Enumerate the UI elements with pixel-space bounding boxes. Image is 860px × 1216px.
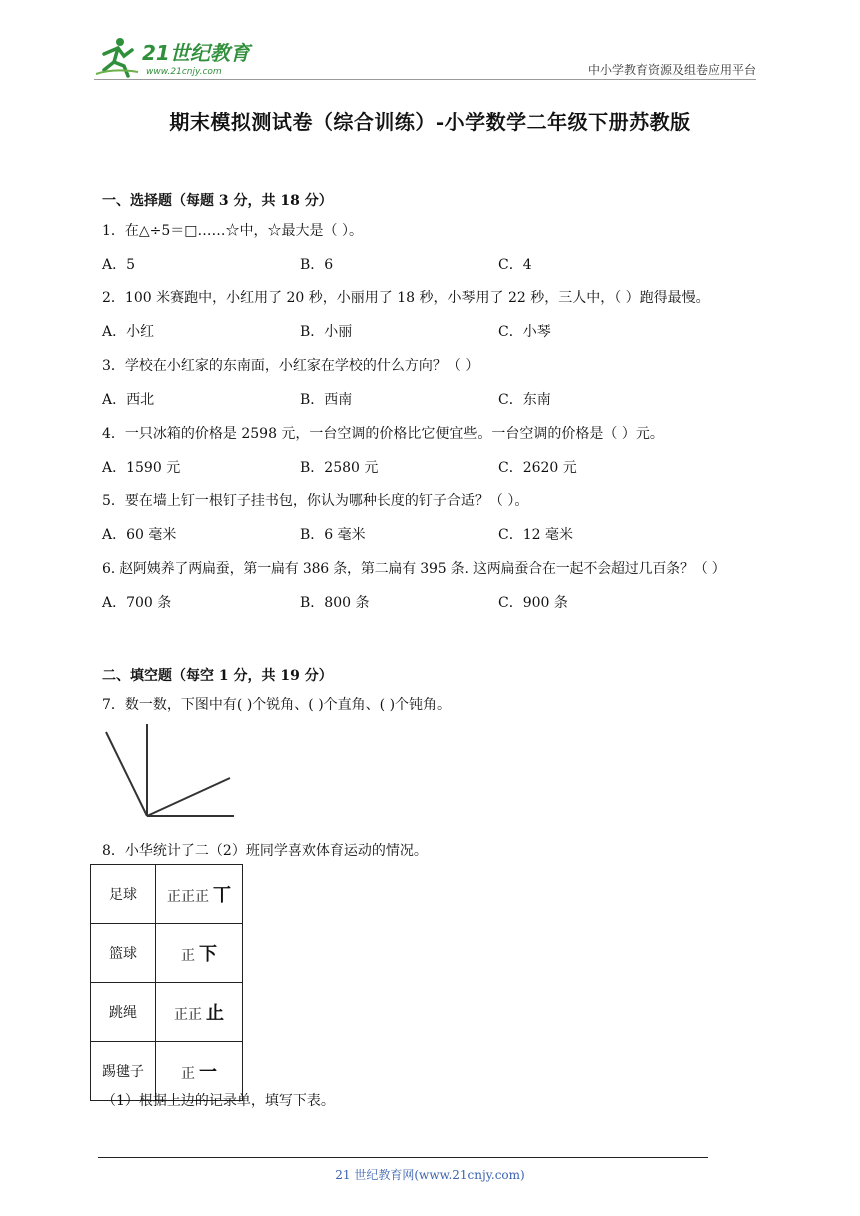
tally-partial: 一 — [199, 1062, 217, 1083]
sport-name: 足球 — [91, 865, 156, 924]
section2-heading: 二、填空题（每空 1 分，共 19 分） — [102, 668, 333, 684]
q5-option-b: B．6 毫米 — [300, 527, 366, 543]
page-title: 期末模拟测试卷（综合训练）-小学数学二年级下册苏教版 — [169, 110, 691, 134]
tally-partial: 丅 — [213, 885, 231, 906]
sport-name: 踢毽子 — [91, 1042, 156, 1101]
q2-option-a: A．小红 — [102, 324, 155, 340]
question-6: 6. 赵阿姨养了两扁蚕，第一扁有 386 条，第二扁有 395 条. 这两扁蚕合在一起不会超过几百条？（ ） — [102, 561, 726, 577]
q3-option-a: A．西北 — [102, 392, 155, 408]
question-4: 4．一只冰箱的价格是 2598 元，一台空调的价格比它便宜些。一台空调的价格是（ ）元。 — [102, 426, 664, 442]
q3-option-c: C．东南 — [498, 392, 551, 408]
site-logo — [94, 34, 264, 80]
header-platform-text: 中小学教育资源及组卷应用平台 — [587, 63, 756, 77]
tally-marks — [156, 983, 243, 1042]
q3-option-b: B．西南 — [300, 392, 353, 408]
q6-option-c: C．900 条 — [498, 595, 568, 611]
sport-name: 跳绳 — [91, 983, 156, 1042]
question-7: 7．数一数，下图中有( )个锐角、( )个直角、( )个钝角。 — [102, 697, 452, 713]
question-5: 5．要在墙上钉一根钉子挂书包，你认为哪种长度的钉子合适？（ ）。 — [102, 493, 529, 509]
question-1: 1．在△÷5＝□……☆中，☆最大是（ ）。 — [102, 223, 363, 239]
q5-option-a: A．60 毫米 — [102, 527, 177, 543]
footer-divider — [98, 1157, 708, 1158]
question-8: 8．小华统计了二（2）班同学喜欢体育运动的情况。 — [102, 843, 428, 859]
logo-url: www.21cnjy.com — [146, 67, 222, 77]
section1-heading: 一、选择题（每题 3 分，共 18 分） — [102, 193, 333, 209]
tally-full: 正 — [181, 948, 195, 964]
q1-option-b: B．6 — [300, 257, 334, 273]
q2-option-b: B．小丽 — [300, 324, 353, 340]
q1-option-c: C．4 — [498, 257, 532, 273]
tally-row — [91, 983, 243, 1042]
q4-option-c: C．2620 元 — [498, 460, 577, 476]
tally-full: 正 — [181, 1066, 195, 1082]
q2-option-c: C．小琴 — [498, 324, 551, 340]
question-8-sub1: （1）根据上边的记录单，填写下表。 — [102, 1093, 335, 1109]
q4-option-b: B．2580 元 — [300, 460, 379, 476]
question-2: 2．100 米赛跑中，小红用了 20 秒，小丽用了 18 秒，小琴用了 22 秒，三人中，（ ）跑得最慢。 — [102, 290, 710, 306]
question-3: 3．学校在小红家的东南面，小红家在学校的什么方向？（ ） — [102, 358, 480, 374]
tally-full: 正正 — [174, 1007, 202, 1023]
tally-partial: 下 — [199, 944, 217, 965]
logo-text: 21世纪教育 — [142, 41, 250, 65]
angle-figure — [98, 722, 238, 820]
tally-table — [90, 864, 243, 1101]
q5-option-c: C．12 毫米 — [498, 527, 573, 543]
q1-option-a: A．5 — [102, 257, 136, 273]
tally-row — [91, 865, 243, 924]
sport-name: 篮球 — [91, 924, 156, 983]
header-divider — [94, 79, 756, 80]
tally-partial: 止 — [206, 1003, 224, 1024]
tally-full: 正正正 — [167, 889, 209, 905]
q4-option-a: A．1590 元 — [102, 460, 181, 476]
tally-marks — [156, 924, 243, 983]
left-ray — [106, 732, 147, 816]
q6-option-a: A．700 条 — [102, 595, 172, 611]
q6-option-b: B．800 条 — [300, 595, 370, 611]
right-ray — [147, 778, 230, 816]
tally-row — [91, 924, 243, 983]
runner-icon — [96, 38, 138, 76]
tally-marks — [156, 865, 243, 924]
footer-link[interactable]: 21 世纪教育网(www.21cnjy.com) — [335, 1168, 525, 1182]
